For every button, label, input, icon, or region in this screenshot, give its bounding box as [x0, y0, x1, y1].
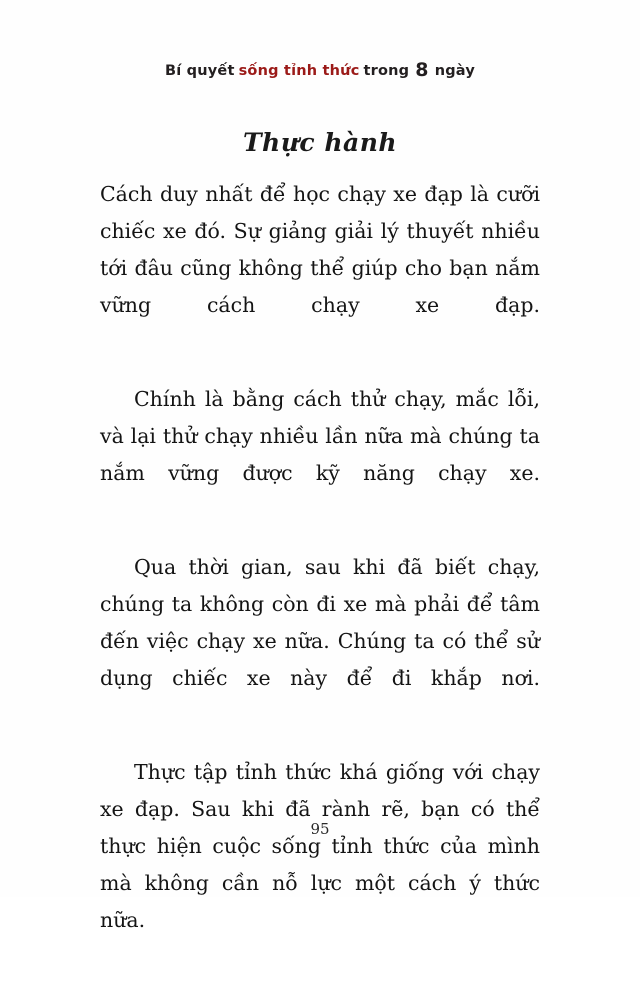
paragraph: Thực tập tỉnh thức khá giống với chạy xe đạp. Sau khi đã rành rẽ, bạn có thể thực hiện cuộc sống tỉnh thức của mình mà không cần nỗ lực một cách ý thức nữa.	[100, 760, 540, 932]
header-part-4: ngày	[434, 63, 475, 79]
header-day-number: 8	[415, 59, 429, 81]
running-header	[0, 58, 640, 80]
section-title: Thực hành	[242, 128, 398, 157]
paragraph: Chính là bằng cách thử chạy, mắc lỗi, và lại thử chạy nhiều lần nữa mà chúng ta nắm vững được kỹ năng chạy xe.	[100, 387, 540, 485]
body-text-column	[100, 176, 540, 990]
header-part-3: trong	[363, 63, 410, 79]
paragraph: Cách duy nhất để học chạy xe đạp là cưỡi chiếc xe đó. Sự giảng giải lý thuyết nhiều tới đâu cũng không thể giúp cho bạn nắm vững cách chạy xe đạp.	[100, 182, 540, 317]
header-part-2: sống tỉnh thức	[238, 63, 360, 79]
page-number: 95	[310, 820, 330, 838]
paragraph: Qua thời gian, sau khi đã biết chạy, chúng ta không còn đi xe mà phải để tâm đến việc chạy xe nữa. Chúng ta có thể sử dụng chiếc xe này để đi khắp nơi.	[100, 555, 540, 690]
header-part-1: Bí quyết	[165, 63, 235, 79]
